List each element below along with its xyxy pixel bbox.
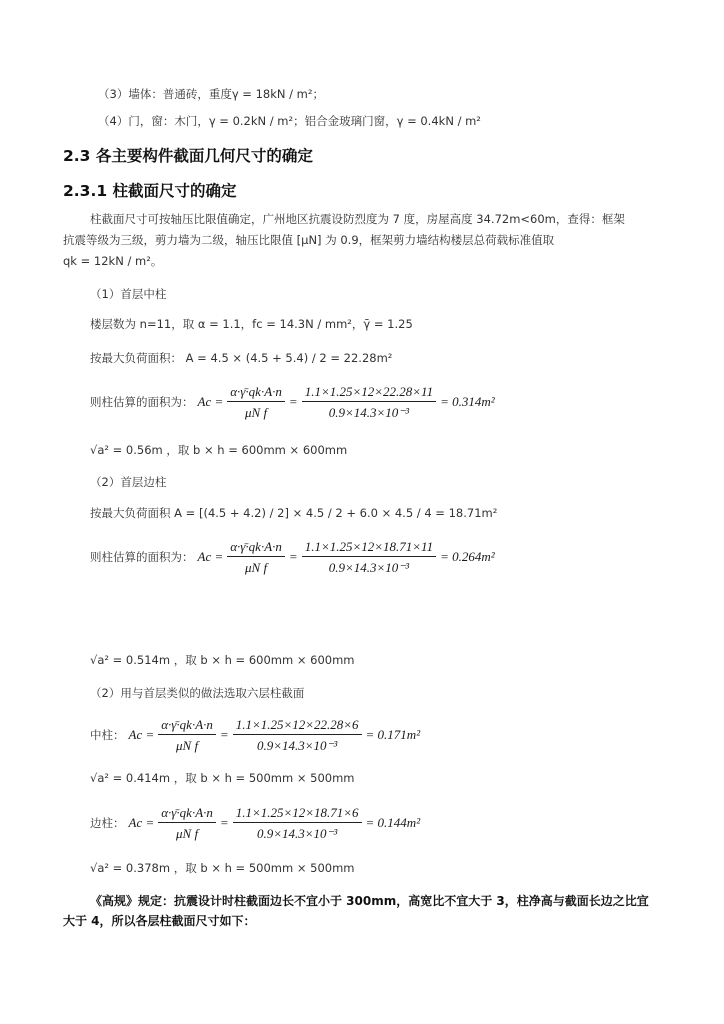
subitem-sixth-floor-columns: （2）用与首层类似的做法选取六层柱截面: [90, 686, 305, 700]
fraction-denominator: 0.9×14.3×10⁻³: [328, 560, 410, 575]
symbolic-fraction: [227, 538, 285, 576]
fraction-denominator: μN f: [245, 405, 268, 420]
fraction-numerator: 1.1×1.25×12×22.28×6: [233, 716, 362, 735]
subsection-heading: 2.3.1 柱截面尺寸的确定: [63, 182, 237, 200]
equation-label: 边柱：: [90, 816, 125, 830]
equation-label: 则柱估算的面积为：: [90, 550, 194, 564]
equation-lhs: Ac =: [197, 549, 224, 564]
symbolic-fraction: [227, 383, 285, 421]
fraction-numerator: α·γ̄·qk·A·n: [227, 538, 285, 557]
equation-lhs: Ac =: [197, 394, 224, 409]
subitem-first-floor-edge-column: （2）首层边柱: [90, 475, 167, 489]
fraction-denominator: μN f: [176, 826, 199, 841]
area-equation-center-column: 中柱： Ac = $\frac{\alpha\cdot\gammā\cdot qk\cdot A\cdot n}{\text{μN f}}$ = $\frac{1.1\times 1.25\times 12\times 22.28\times 6}{\text{0.9×14.3×10⁻³}}$ = 0.171m²: [90, 717, 421, 753]
floor-count-line: 楼层数为 n=11，取 α = 1.1，fc = 14.3N / mm²，γ̄ = 1.25: [90, 317, 413, 331]
area-equation-edge-column: 边柱： Ac = $\frac{\alpha\cdot\gammā\cdot qk\cdot A\cdot n}{\text{μN f}}$ = $\frac{1.1\times 1.25\times 12\times 18.71\times 6}{\text{0.9×14.3×10⁻³}}$ = 0.144m²: [90, 805, 421, 841]
sqrt-result-line-1: √a² = 0.56m ，取 b × h = 600mm × 600mm: [90, 443, 348, 457]
fraction-numerator: 1.1×1.25×12×18.71×11: [302, 538, 436, 557]
fraction-numerator: α·γ̄·qk·A·n: [158, 716, 216, 735]
numeric-fraction: [302, 383, 436, 421]
wall-load-line: （3）墙体：普通砖，重度γ = 18kN / m²；: [98, 87, 324, 101]
paragraph-line-3: qk = 12kN / m²。: [63, 254, 163, 268]
fraction-denominator: 0.9×14.3×10⁻³: [256, 738, 338, 753]
sqrt-result-line-3: √a² = 0.414m ，取 b × h = 500mm × 500mm: [90, 771, 355, 785]
max-load-area-line-1: 按最大负荷面积： A = 4.5 × (4.5 + 5.4) / 2 = 22.28m²: [90, 351, 393, 365]
fraction-numerator: 1.1×1.25×12×18.71×6: [233, 804, 362, 823]
numeric-fraction: [233, 804, 362, 842]
sqrt-result-line-4: √a² = 0.378m ，取 b × h = 500mm × 500mm: [90, 861, 355, 875]
code-rule-line-2: 大于 4，所以各层柱截面尺寸如下：: [63, 914, 256, 928]
fraction-denominator: 0.9×14.3×10⁻³: [256, 826, 338, 841]
door-window-load-line: （4）门，窗：木门，γ = 0.2kN / m²；铝合金玻璃门窗，γ = 0.4kN / m²: [98, 114, 481, 128]
fraction-denominator: μN f: [176, 738, 199, 753]
fraction-denominator: 0.9×14.3×10⁻³: [328, 405, 410, 420]
equation-label: 则柱估算的面积为：: [90, 395, 194, 409]
subitem-first-floor-center-column: （1）首层中柱: [90, 287, 167, 301]
equation-lhs: Ac =: [128, 727, 155, 742]
max-load-area-line-2: 按最大负荷面积 A = [(4.5 + 4.2) / 2] × 4.5 / 2 + 6.0 × 4.5 / 4 = 18.71m²: [90, 506, 498, 520]
equation-result: = 0.264m²: [440, 549, 495, 564]
sqrt-result-line-2: √a² = 0.514m ，取 b × h = 600mm × 600mm: [90, 653, 355, 667]
fraction-numerator: α·γ̄·qk·A·n: [227, 383, 285, 402]
numeric-fraction: [302, 538, 436, 576]
fraction-numerator: α·γ̄·qk·A·n: [158, 804, 216, 823]
equation-result: = 0.144m²: [365, 815, 421, 830]
equation-label: 中柱：: [90, 728, 125, 742]
paragraph-line-1: 柱截面尺寸可按轴压比限值确定，广州地区抗震设防烈度为 7 度，房屋高度 34.72m<60m，查得：框架: [90, 212, 625, 226]
paragraph-line-2: 抗震等级为三级，剪力墙为二级，轴压比限值 [μN] 为 0.9，框架剪力墙结构楼层总荷载标准值取: [63, 233, 555, 247]
area-equation-2: 则柱估算的面积为： Ac = $\frac{\alpha\cdot\gammā\cdot qk\cdot A\cdot n}{\text{μN f}}$ = $\frac{1.1\times 1.25\times 12\times 18.71\times 11}{\text{0.9×14.3×10⁻³}}$ = 0.264m²: [90, 539, 495, 575]
equation-result: = 0.171m²: [365, 727, 421, 742]
fraction-numerator: 1.1×1.25×12×22.28×11: [302, 383, 436, 402]
fraction-denominator: μN f: [245, 560, 268, 575]
equation-lhs: Ac =: [128, 815, 155, 830]
code-rule-line-1: 《高规》规定：抗震设计时柱截面边长不宜小于 300mm，高宽比不宜大于 3，柱净高与截面长边之比宜: [90, 894, 649, 908]
symbolic-fraction: [158, 804, 216, 842]
area-equation-1: 则柱估算的面积为： Ac = $\frac{\alpha\cdot\gammā\cdot qk\cdot A\cdot n}{\text{μN f}}$ = $\frac{1.1\times 1.25\times 12\times 22.28\times 11}{\text{0.9×14.3×10⁻³}}$ = 0.314m²: [90, 384, 495, 420]
numeric-fraction: [233, 716, 362, 754]
equation-result: = 0.314m²: [440, 394, 495, 409]
symbolic-fraction: [158, 716, 216, 754]
section-heading: 2.3 各主要构件截面几何尺寸的确定: [63, 147, 313, 165]
